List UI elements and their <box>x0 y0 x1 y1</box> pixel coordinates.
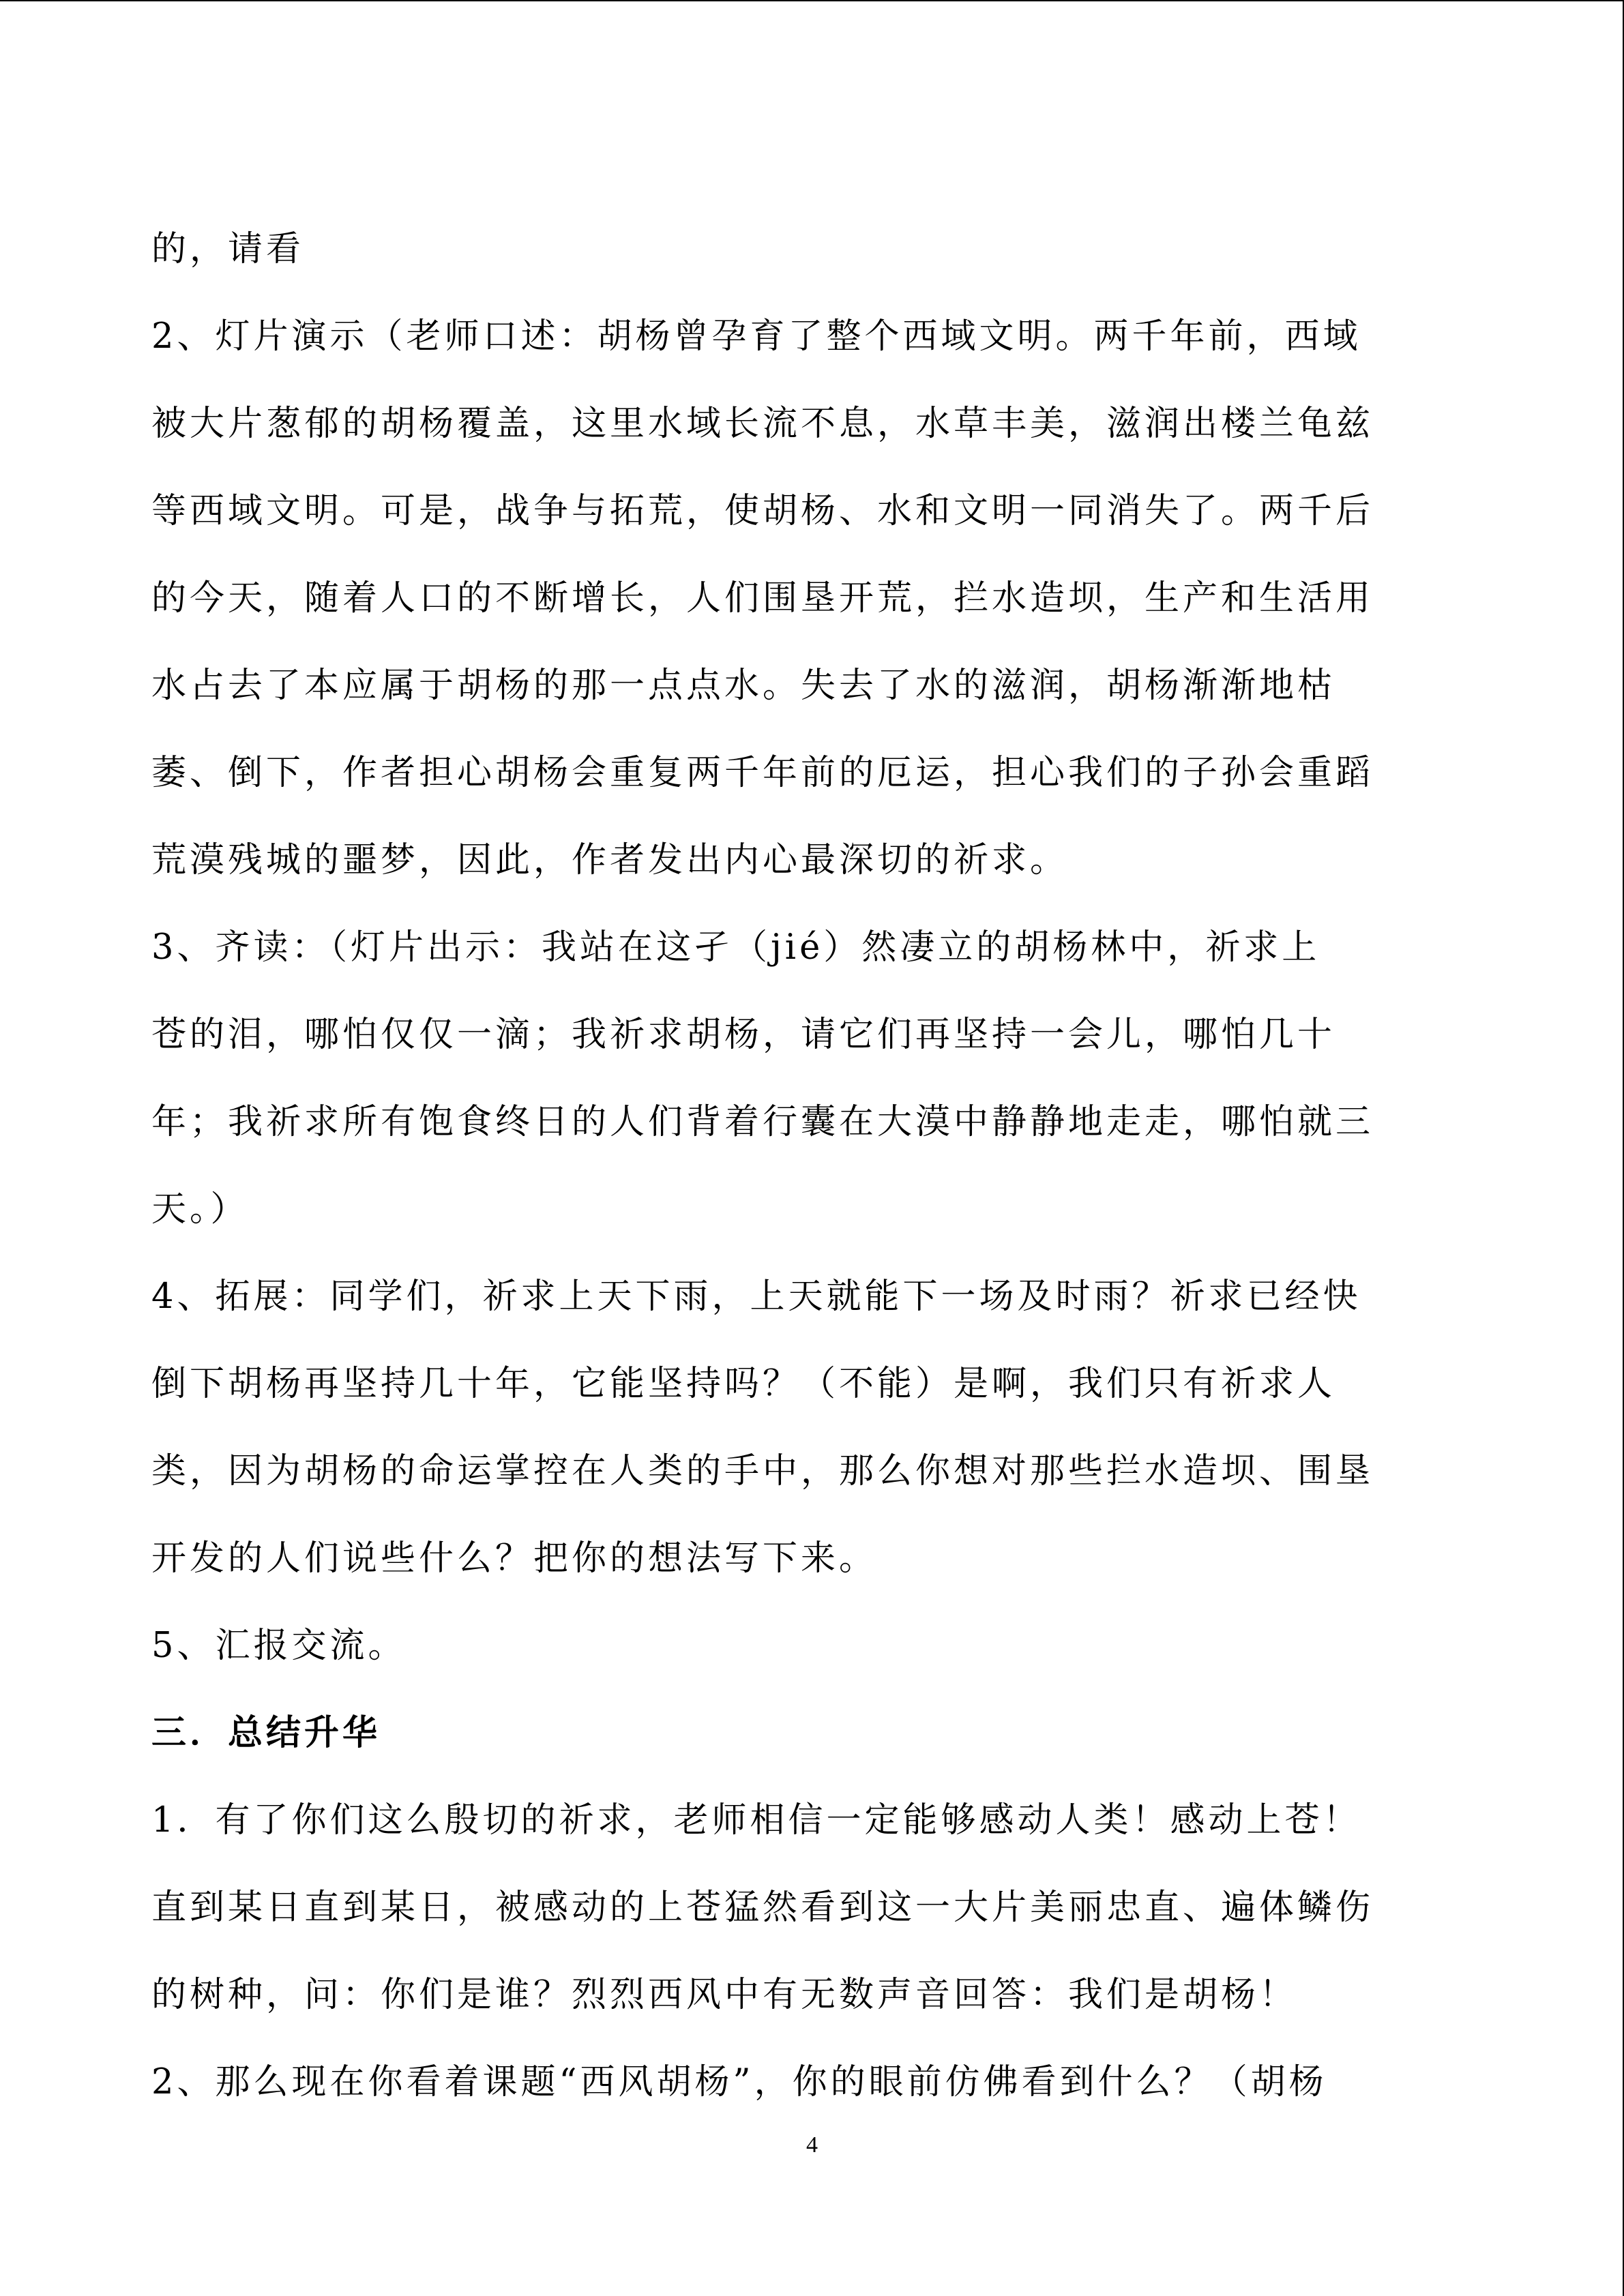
page-number: 4 <box>806 2132 818 2158</box>
text-line: 4、拓展：同学们，祈求上天下雨，上天就能下一场及时雨？祈求已经快 <box>151 1277 1361 1317</box>
text-line: 5、汇报交流。 <box>151 1626 407 1666</box>
text-line: 1．有了你们这么殷切的祈求，老师相信一定能够感动人类！感动上苍！ <box>151 1800 1361 1840</box>
text-line: 开发的人们说些什么？把你的想法写下来。 <box>151 1538 878 1579</box>
text-line: 年；我祈求所有饱食终日的人们背着行囊在大漠中静静地走走，哪怕就三 <box>151 1102 1374 1142</box>
text-line: 天。） <box>151 1189 249 1229</box>
text-line: 倒下胡杨再坚持几十年，它能坚持吗？（不能）是啊，我们只有祈求人 <box>151 1364 1336 1404</box>
text-line: 2、灯片演示（老师口述：胡杨曾孕育了整个西域文明。两千年前，西域 <box>151 316 1361 357</box>
text-line: 的树种，问：你们是谁？烈烈西风中有无数声音回答：我们是胡杨！ <box>151 1975 1298 2015</box>
text-line: 直到某日直到某日，被感动的上苍猛然看到这一大片美丽忠直、遍体鳞伤 <box>151 1888 1374 1928</box>
text-line: 3、齐读：（灯片出示：我站在这孑（jié）然凄立的胡杨林中，祈求上 <box>151 927 1320 968</box>
text-line: 苍的泪，哪怕仅仅一滴；我祈求胡杨，请它们再坚持一会儿，哪怕几十 <box>151 1015 1336 1055</box>
text-line: 萎、倒下，作者担心胡杨会重复两千年前的厄运，担心我们的子孙会重蹈 <box>151 753 1374 793</box>
section-heading: 三．总结升华 <box>151 1713 381 1753</box>
text-line: 水占去了本应属于胡杨的那一点点水。失去了水的滋润，胡杨渐渐地枯 <box>151 666 1336 706</box>
text-line: 的，请看 <box>151 229 305 269</box>
text-line: 的今天，随着人口的不断增长，人们围垦开荒，拦水造坝，生产和生活用 <box>151 578 1374 618</box>
text-line: 等西域文明。可是，战争与拓荒，使胡杨、水和文明一同消失了。两千后 <box>151 491 1374 531</box>
text-line: 2、那么现在你看着课题“西风胡杨”，你的眼前仿佛看到什么？（胡杨 <box>151 2062 1327 2102</box>
text-line: 被大片葱郁的胡杨覆盖，这里水域长流不息，水草丰美，滋润出楼兰龟兹 <box>151 404 1374 444</box>
text-line: 荒漠残城的噩梦，因此，作者发出内心最深切的祈求。 <box>151 840 1069 880</box>
body-text <box>151 206 1475 2126</box>
text-line: 类，因为胡杨的命运掌控在人类的手中，那么你想对那些拦水造坝、围垦 <box>151 1451 1374 1491</box>
